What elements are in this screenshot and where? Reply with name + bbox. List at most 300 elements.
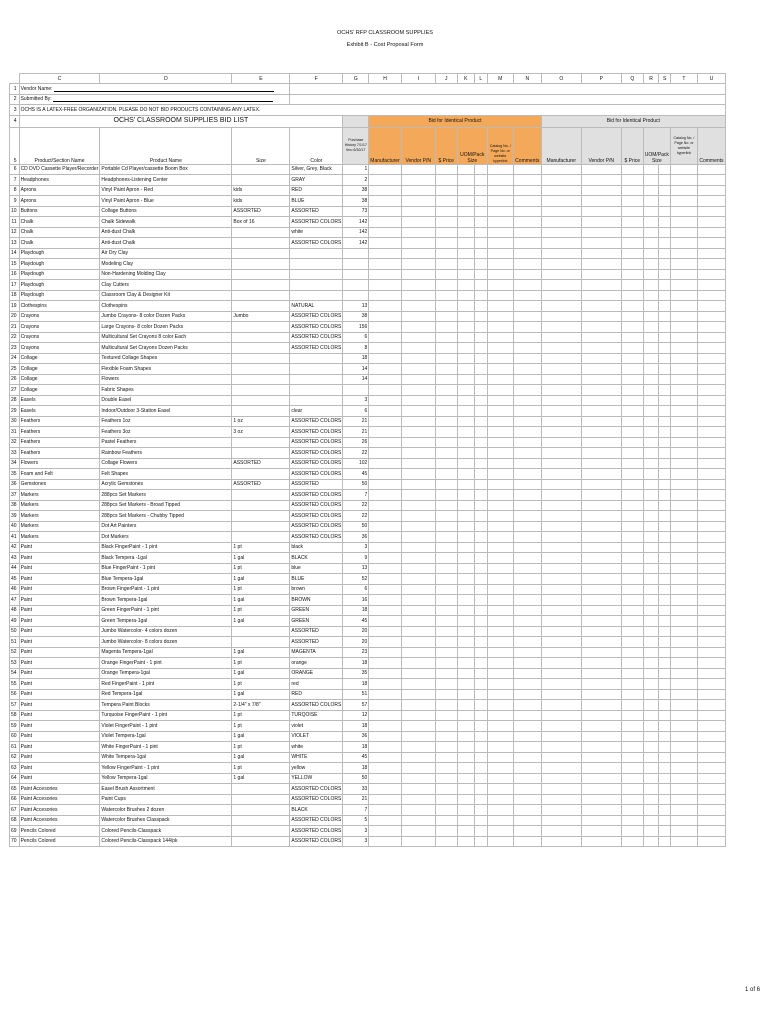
cell-bid-color-2[interactable] (659, 164, 671, 175)
cell-bid-uom-color[interactable] (474, 448, 487, 459)
cell-bid-vendor-pn[interactable] (401, 343, 435, 354)
cell-bid-uom-2[interactable] (643, 385, 659, 396)
cell-bid-uom-2[interactable] (643, 668, 659, 679)
cell-bid-comments-2[interactable] (697, 500, 725, 511)
cell-bid-vendor-pn-2[interactable] (581, 364, 621, 375)
cell-bid-uom[interactable] (457, 794, 474, 805)
cell-bid-catalog-2[interactable] (670, 448, 697, 459)
cell-bid-manufacturer-2[interactable] (541, 259, 581, 270)
cell-bid-manufacturer-2[interactable] (541, 521, 581, 532)
cell-bid-uom-2[interactable] (643, 595, 659, 606)
cell-bid-catalog-2[interactable] (670, 815, 697, 826)
cell-bid-uom-color[interactable] (474, 721, 487, 732)
cell-bid-manufacturer-2[interactable] (541, 584, 581, 595)
cell-bid-price-2[interactable] (621, 763, 643, 774)
cell-bid-vendor-pn-2[interactable] (581, 490, 621, 501)
cell-bid-uom-color[interactable] (474, 574, 487, 585)
cell-bid-comments[interactable] (513, 185, 541, 196)
cell-bid-comments[interactable] (513, 731, 541, 742)
cell-bid-comments-2[interactable] (697, 836, 725, 847)
cell-bid-uom[interactable] (457, 227, 474, 238)
cell-bid-vendor-pn[interactable] (401, 196, 435, 207)
cell-bid-uom[interactable] (457, 710, 474, 721)
cell-bid-vendor-pn-2[interactable] (581, 700, 621, 711)
cell-bid-price[interactable] (435, 374, 457, 385)
cell-bid-uom[interactable] (457, 553, 474, 564)
cell-bid-manufacturer-2[interactable] (541, 605, 581, 616)
cell-bid-color-2[interactable] (659, 647, 671, 658)
cell-bid-comments[interactable] (513, 238, 541, 249)
cell-bid-price[interactable] (435, 269, 457, 280)
cell-bid-manufacturer[interactable] (369, 805, 401, 816)
cell-bid-manufacturer-2[interactable] (541, 353, 581, 364)
cell-bid-catalog-2[interactable] (670, 385, 697, 396)
cell-bid-manufacturer[interactable] (369, 406, 401, 417)
cell-bid-color-2[interactable] (659, 542, 671, 553)
cell-bid-manufacturer[interactable] (369, 679, 401, 690)
cell-bid-price[interactable] (435, 290, 457, 301)
cell-bid-color-2[interactable] (659, 185, 671, 196)
cell-bid-catalog-2[interactable] (670, 290, 697, 301)
cell-bid-manufacturer[interactable] (369, 332, 401, 343)
cell-bid-price[interactable] (435, 500, 457, 511)
cell-bid-vendor-pn[interactable] (401, 563, 435, 574)
cell-bid-vendor-pn-2[interactable] (581, 185, 621, 196)
cell-bid-manufacturer-2[interactable] (541, 469, 581, 480)
cell-bid-manufacturer-2[interactable] (541, 784, 581, 795)
cell-bid-uom[interactable] (457, 500, 474, 511)
cell-bid-vendor-pn-2[interactable] (581, 175, 621, 186)
cell-bid-catalog[interactable] (487, 395, 513, 406)
cell-bid-manufacturer-2[interactable] (541, 311, 581, 322)
cell-bid-vendor-pn[interactable] (401, 616, 435, 627)
cell-bid-manufacturer[interactable] (369, 238, 401, 249)
cell-bid-catalog-2[interactable] (670, 553, 697, 564)
cell-bid-uom-color[interactable] (474, 416, 487, 427)
cell-bid-vendor-pn-2[interactable] (581, 815, 621, 826)
cell-bid-comments[interactable] (513, 259, 541, 270)
cell-bid-vendor-pn-2[interactable] (581, 710, 621, 721)
cell-bid-vendor-pn[interactable] (401, 490, 435, 501)
cell-bid-comments[interactable] (513, 385, 541, 396)
cell-bid-vendor-pn-2[interactable] (581, 395, 621, 406)
cell-bid-vendor-pn-2[interactable] (581, 595, 621, 606)
cell-bid-manufacturer[interactable] (369, 311, 401, 322)
cell-bid-price-2[interactable] (621, 710, 643, 721)
cell-bid-manufacturer[interactable] (369, 595, 401, 606)
cell-bid-comments-2[interactable] (697, 668, 725, 679)
cell-bid-vendor-pn-2[interactable] (581, 689, 621, 700)
cell-bid-manufacturer-2[interactable] (541, 742, 581, 753)
cell-bid-comments[interactable] (513, 773, 541, 784)
cell-bid-price-2[interactable] (621, 416, 643, 427)
cell-bid-uom-2[interactable] (643, 637, 659, 648)
cell-bid-uom-color[interactable] (474, 637, 487, 648)
cell-bid-manufacturer-2[interactable] (541, 322, 581, 333)
cell-bid-vendor-pn[interactable] (401, 742, 435, 753)
cell-bid-vendor-pn-2[interactable] (581, 238, 621, 249)
cell-bid-comments-2[interactable] (697, 322, 725, 333)
cell-bid-price-2[interactable] (621, 574, 643, 585)
cell-bid-comments[interactable] (513, 416, 541, 427)
cell-bid-color-2[interactable] (659, 689, 671, 700)
cell-bid-catalog[interactable] (487, 826, 513, 837)
cell-bid-vendor-pn[interactable] (401, 269, 435, 280)
cell-bid-vendor-pn-2[interactable] (581, 563, 621, 574)
cell-bid-manufacturer[interactable] (369, 290, 401, 301)
cell-bid-price-2[interactable] (621, 217, 643, 228)
cell-bid-manufacturer[interactable] (369, 437, 401, 448)
cell-bid-price-2[interactable] (621, 721, 643, 732)
cell-bid-uom-2[interactable] (643, 805, 659, 816)
cell-bid-catalog[interactable] (487, 164, 513, 175)
cell-bid-price-2[interactable] (621, 836, 643, 847)
cell-bid-uom-2[interactable] (643, 353, 659, 364)
vendor-name-field[interactable] (19, 84, 290, 95)
cell-bid-vendor-pn-2[interactable] (581, 385, 621, 396)
cell-bid-comments[interactable] (513, 448, 541, 459)
cell-bid-comments[interactable] (513, 752, 541, 763)
cell-bid-catalog-2[interactable] (670, 500, 697, 511)
cell-bid-manufacturer[interactable] (369, 175, 401, 186)
cell-bid-manufacturer-2[interactable] (541, 563, 581, 574)
cell-bid-comments-2[interactable] (697, 469, 725, 480)
cell-bid-uom[interactable] (457, 217, 474, 228)
cell-bid-color-2[interactable] (659, 679, 671, 690)
cell-bid-catalog-2[interactable] (670, 805, 697, 816)
cell-bid-vendor-pn-2[interactable] (581, 637, 621, 648)
cell-bid-uom-color[interactable] (474, 584, 487, 595)
cell-bid-catalog[interactable] (487, 763, 513, 774)
cell-bid-uom-2[interactable] (643, 563, 659, 574)
cell-bid-uom[interactable] (457, 773, 474, 784)
cell-bid-color-2[interactable] (659, 637, 671, 648)
cell-bid-manufacturer[interactable] (369, 532, 401, 543)
cell-bid-vendor-pn[interactable] (401, 416, 435, 427)
cell-bid-manufacturer-2[interactable] (541, 448, 581, 459)
cell-bid-uom-color[interactable] (474, 227, 487, 238)
cell-bid-price-2[interactable] (621, 175, 643, 186)
cell-bid-catalog-2[interactable] (670, 259, 697, 270)
cell-bid-manufacturer-2[interactable] (541, 238, 581, 249)
cell-bid-vendor-pn-2[interactable] (581, 763, 621, 774)
cell-bid-uom-color[interactable] (474, 826, 487, 837)
cell-bid-uom-color[interactable] (474, 343, 487, 354)
cell-bid-catalog-2[interactable] (670, 406, 697, 417)
cell-bid-vendor-pn-2[interactable] (581, 458, 621, 469)
cell-bid-catalog[interactable] (487, 269, 513, 280)
cell-bid-vendor-pn[interactable] (401, 836, 435, 847)
cell-bid-vendor-pn[interactable] (401, 584, 435, 595)
cell-bid-uom[interactable] (457, 406, 474, 417)
cell-bid-uom-color[interactable] (474, 595, 487, 606)
cell-bid-price[interactable] (435, 322, 457, 333)
cell-bid-uom[interactable] (457, 605, 474, 616)
cell-bid-uom-2[interactable] (643, 343, 659, 354)
cell-bid-vendor-pn-2[interactable] (581, 731, 621, 742)
cell-bid-uom[interactable] (457, 353, 474, 364)
cell-bid-price-2[interactable] (621, 647, 643, 658)
cell-bid-uom[interactable] (457, 679, 474, 690)
cell-bid-manufacturer[interactable] (369, 248, 401, 259)
cell-bid-manufacturer[interactable] (369, 605, 401, 616)
cell-bid-catalog-2[interactable] (670, 227, 697, 238)
cell-bid-uom[interactable] (457, 437, 474, 448)
cell-bid-vendor-pn[interactable] (401, 668, 435, 679)
cell-bid-catalog[interactable] (487, 584, 513, 595)
cell-bid-color-2[interactable] (659, 710, 671, 721)
cell-bid-vendor-pn-2[interactable] (581, 269, 621, 280)
cell-bid-price-2[interactable] (621, 553, 643, 564)
cell-bid-vendor-pn-2[interactable] (581, 584, 621, 595)
cell-bid-uom-color[interactable] (474, 542, 487, 553)
cell-bid-uom[interactable] (457, 301, 474, 312)
cell-bid-color-2[interactable] (659, 479, 671, 490)
cell-bid-uom-2[interactable] (643, 542, 659, 553)
cell-bid-comments[interactable] (513, 574, 541, 585)
cell-bid-uom[interactable] (457, 742, 474, 753)
cell-bid-uom-2[interactable] (643, 469, 659, 480)
cell-bid-manufacturer-2[interactable] (541, 553, 581, 564)
cell-bid-uom-color[interactable] (474, 731, 487, 742)
cell-bid-vendor-pn[interactable] (401, 689, 435, 700)
cell-bid-uom[interactable] (457, 206, 474, 217)
cell-bid-comments[interactable] (513, 353, 541, 364)
cell-bid-vendor-pn[interactable] (401, 700, 435, 711)
cell-bid-vendor-pn-2[interactable] (581, 626, 621, 637)
cell-bid-vendor-pn-2[interactable] (581, 227, 621, 238)
cell-bid-catalog-2[interactable] (670, 332, 697, 343)
cell-bid-manufacturer[interactable] (369, 742, 401, 753)
cell-bid-color-2[interactable] (659, 437, 671, 448)
cell-bid-comments[interactable] (513, 784, 541, 795)
cell-bid-color-2[interactable] (659, 343, 671, 354)
cell-bid-catalog-2[interactable] (670, 700, 697, 711)
cell-bid-catalog-2[interactable] (670, 280, 697, 291)
cell-bid-comments[interactable] (513, 301, 541, 312)
cell-bid-price[interactable] (435, 217, 457, 228)
cell-bid-uom-color[interactable] (474, 668, 487, 679)
cell-bid-uom-color[interactable] (474, 238, 487, 249)
cell-bid-catalog-2[interactable] (670, 164, 697, 175)
cell-bid-price-2[interactable] (621, 689, 643, 700)
cell-bid-uom-color[interactable] (474, 605, 487, 616)
cell-bid-vendor-pn[interactable] (401, 332, 435, 343)
cell-bid-catalog[interactable] (487, 721, 513, 732)
cell-bid-catalog[interactable] (487, 280, 513, 291)
cell-bid-comments-2[interactable] (697, 605, 725, 616)
cell-bid-vendor-pn-2[interactable] (581, 521, 621, 532)
cell-bid-color-2[interactable] (659, 206, 671, 217)
cell-bid-catalog-2[interactable] (670, 427, 697, 438)
cell-bid-price[interactable] (435, 406, 457, 417)
cell-bid-vendor-pn[interactable] (401, 227, 435, 238)
cell-bid-uom[interactable] (457, 469, 474, 480)
cell-bid-catalog[interactable] (487, 364, 513, 375)
cell-bid-catalog[interactable] (487, 343, 513, 354)
cell-bid-price-2[interactable] (621, 626, 643, 637)
cell-bid-uom-2[interactable] (643, 490, 659, 501)
cell-bid-vendor-pn-2[interactable] (581, 374, 621, 385)
cell-bid-catalog[interactable] (487, 542, 513, 553)
cell-bid-price-2[interactable] (621, 458, 643, 469)
cell-bid-price[interactable] (435, 773, 457, 784)
cell-bid-vendor-pn[interactable] (401, 710, 435, 721)
cell-bid-manufacturer-2[interactable] (541, 647, 581, 658)
cell-bid-catalog[interactable] (487, 437, 513, 448)
cell-bid-color-2[interactable] (659, 458, 671, 469)
cell-bid-vendor-pn-2[interactable] (581, 826, 621, 837)
cell-bid-comments[interactable] (513, 553, 541, 564)
cell-bid-manufacturer[interactable] (369, 668, 401, 679)
cell-bid-comments-2[interactable] (697, 238, 725, 249)
cell-bid-comments-2[interactable] (697, 332, 725, 343)
cell-bid-manufacturer-2[interactable] (541, 175, 581, 186)
cell-bid-uom-2[interactable] (643, 458, 659, 469)
cell-bid-comments-2[interactable] (697, 248, 725, 259)
cell-bid-catalog-2[interactable] (670, 679, 697, 690)
cell-bid-catalog-2[interactable] (670, 521, 697, 532)
cell-bid-comments-2[interactable] (697, 826, 725, 837)
cell-bid-uom-color[interactable] (474, 815, 487, 826)
cell-bid-vendor-pn[interactable] (401, 605, 435, 616)
cell-bid-catalog-2[interactable] (670, 238, 697, 249)
cell-bid-comments[interactable] (513, 710, 541, 721)
cell-bid-comments-2[interactable] (697, 752, 725, 763)
cell-bid-price-2[interactable] (621, 752, 643, 763)
cell-bid-uom[interactable] (457, 290, 474, 301)
cell-bid-catalog[interactable] (487, 605, 513, 616)
cell-bid-manufacturer[interactable] (369, 458, 401, 469)
cell-bid-uom-color[interactable] (474, 626, 487, 637)
cell-bid-comments[interactable] (513, 815, 541, 826)
cell-bid-manufacturer[interactable] (369, 752, 401, 763)
cell-bid-manufacturer-2[interactable] (541, 437, 581, 448)
cell-bid-manufacturer-2[interactable] (541, 626, 581, 637)
cell-bid-price-2[interactable] (621, 290, 643, 301)
cell-bid-comments-2[interactable] (697, 595, 725, 606)
cell-bid-vendor-pn-2[interactable] (581, 742, 621, 753)
cell-bid-price[interactable] (435, 364, 457, 375)
cell-bid-uom[interactable] (457, 343, 474, 354)
cell-bid-uom[interactable] (457, 595, 474, 606)
cell-bid-catalog-2[interactable] (670, 437, 697, 448)
cell-bid-manufacturer[interactable] (369, 700, 401, 711)
cell-bid-comments[interactable] (513, 616, 541, 627)
cell-bid-price-2[interactable] (621, 679, 643, 690)
cell-bid-comments[interactable] (513, 511, 541, 522)
cell-bid-color-2[interactable] (659, 269, 671, 280)
cell-bid-uom-2[interactable] (643, 836, 659, 847)
cell-bid-uom-2[interactable] (643, 584, 659, 595)
cell-bid-manufacturer[interactable] (369, 563, 401, 574)
cell-bid-vendor-pn[interactable] (401, 217, 435, 228)
cell-bid-vendor-pn-2[interactable] (581, 805, 621, 816)
cell-bid-comments[interactable] (513, 521, 541, 532)
cell-bid-price[interactable] (435, 794, 457, 805)
cell-bid-vendor-pn-2[interactable] (581, 479, 621, 490)
cell-bid-color-2[interactable] (659, 763, 671, 774)
cell-bid-comments[interactable] (513, 343, 541, 354)
cell-bid-catalog[interactable] (487, 532, 513, 543)
cell-bid-price-2[interactable] (621, 374, 643, 385)
cell-bid-uom[interactable] (457, 395, 474, 406)
cell-bid-comments[interactable] (513, 532, 541, 543)
cell-bid-comments-2[interactable] (697, 742, 725, 753)
cell-bid-price[interactable] (435, 658, 457, 669)
cell-bid-comments-2[interactable] (697, 427, 725, 438)
cell-bid-manufacturer-2[interactable] (541, 805, 581, 816)
cell-bid-comments[interactable] (513, 206, 541, 217)
cell-bid-uom-color[interactable] (474, 784, 487, 795)
cell-bid-vendor-pn[interactable] (401, 479, 435, 490)
cell-bid-vendor-pn-2[interactable] (581, 616, 621, 627)
cell-bid-catalog[interactable] (487, 374, 513, 385)
cell-bid-comments-2[interactable] (697, 280, 725, 291)
cell-bid-comments[interactable] (513, 542, 541, 553)
cell-bid-comments[interactable] (513, 227, 541, 238)
cell-bid-price-2[interactable] (621, 815, 643, 826)
cell-bid-catalog[interactable] (487, 175, 513, 186)
cell-bid-color-2[interactable] (659, 626, 671, 637)
cell-bid-comments[interactable] (513, 721, 541, 732)
cell-bid-uom-color[interactable] (474, 689, 487, 700)
cell-bid-manufacturer[interactable] (369, 658, 401, 669)
cell-bid-vendor-pn[interactable] (401, 521, 435, 532)
cell-bid-price[interactable] (435, 479, 457, 490)
cell-bid-manufacturer-2[interactable] (541, 269, 581, 280)
cell-bid-color-2[interactable] (659, 301, 671, 312)
cell-bid-comments[interactable] (513, 668, 541, 679)
cell-bid-catalog[interactable] (487, 301, 513, 312)
cell-bid-price[interactable] (435, 164, 457, 175)
cell-bid-manufacturer-2[interactable] (541, 689, 581, 700)
submitted-by-field[interactable] (19, 94, 290, 105)
cell-bid-comments[interactable] (513, 500, 541, 511)
cell-bid-uom-color[interactable] (474, 364, 487, 375)
cell-bid-price-2[interactable] (621, 353, 643, 364)
cell-bid-catalog-2[interactable] (670, 668, 697, 679)
cell-bid-comments[interactable] (513, 584, 541, 595)
cell-bid-uom-color[interactable] (474, 490, 487, 501)
cell-bid-uom[interactable] (457, 563, 474, 574)
cell-bid-color-2[interactable] (659, 805, 671, 816)
cell-bid-price-2[interactable] (621, 532, 643, 543)
cell-bid-uom[interactable] (457, 490, 474, 501)
cell-bid-uom[interactable] (457, 458, 474, 469)
cell-bid-price-2[interactable] (621, 469, 643, 480)
cell-bid-price[interactable] (435, 584, 457, 595)
cell-bid-color-2[interactable] (659, 721, 671, 732)
cell-bid-manufacturer[interactable] (369, 815, 401, 826)
cell-bid-catalog[interactable] (487, 458, 513, 469)
cell-bid-catalog[interactable] (487, 836, 513, 847)
cell-bid-uom[interactable] (457, 752, 474, 763)
cell-bid-comments[interactable] (513, 763, 541, 774)
cell-bid-vendor-pn-2[interactable] (581, 196, 621, 207)
cell-bid-manufacturer-2[interactable] (541, 395, 581, 406)
cell-bid-manufacturer-2[interactable] (541, 227, 581, 238)
cell-bid-catalog-2[interactable] (670, 742, 697, 753)
cell-bid-catalog-2[interactable] (670, 511, 697, 522)
cell-bid-uom-2[interactable] (643, 521, 659, 532)
cell-bid-manufacturer[interactable] (369, 826, 401, 837)
cell-bid-price[interactable] (435, 248, 457, 259)
cell-bid-price-2[interactable] (621, 406, 643, 417)
cell-bid-price[interactable] (435, 668, 457, 679)
cell-bid-color-2[interactable] (659, 311, 671, 322)
cell-bid-price-2[interactable] (621, 206, 643, 217)
